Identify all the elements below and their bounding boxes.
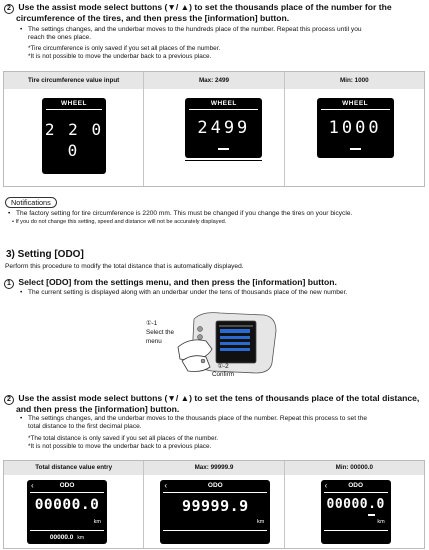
- bullet-icon: •: [20, 26, 23, 33]
- header-cell: Max: 99999.9: [144, 461, 284, 475]
- divider: [324, 492, 388, 493]
- header-cell: Min: 00000.0: [285, 461, 424, 475]
- notification-text: [8, 210, 352, 218]
- divider: [324, 530, 388, 531]
- notification-small: [12, 219, 226, 226]
- step2-note1: *Tire circumference is only saved if you set all places of the number.: [28, 45, 221, 52]
- divider: [321, 109, 390, 110]
- odo-step2-heading-line1: Use the assist mode select buttons (▼/ ▲) to set the tens of thousands place of the total distance,: [18, 393, 420, 403]
- table-cell: [4, 475, 144, 548]
- header-cell: Max: 2499: [144, 72, 284, 89]
- divider: [30, 530, 104, 531]
- bullet-icon: •: [8, 210, 11, 217]
- bullet-icon: •: [20, 415, 23, 422]
- table-header: [4, 72, 424, 89]
- odo-unit: km: [93, 519, 101, 525]
- step-number-badge: 1: [4, 279, 14, 289]
- odo-sub-number: 00000.0: [49, 534, 74, 541]
- screen-title: ODO: [207, 482, 223, 489]
- odo-step2-note1: *The total distance is only saved if you set all places of the number.: [28, 435, 219, 442]
- step-number-badge: 2: [4, 4, 14, 14]
- section-intro: Perform this procedure to modify the total distance that is automatically displayed.: [5, 263, 244, 270]
- figure-label-1-number: ①-1: [146, 320, 158, 327]
- odo-value: 99999.9: [181, 497, 249, 515]
- table-cell: [144, 89, 284, 186]
- screen-title: ODO: [59, 482, 75, 489]
- table-body: [4, 89, 424, 186]
- back-chevron-icon: ‹: [164, 481, 167, 490]
- wheel-value-second-line: 0: [67, 141, 81, 160]
- figure-label-select: [146, 319, 174, 346]
- figure-label-1-text: Select the: [146, 329, 175, 336]
- odo-unit: km: [256, 519, 265, 525]
- figure-label-2-number: ①-2: [217, 363, 229, 370]
- divider: [46, 109, 102, 110]
- odo-step2-bullet-line2: total distance to the first decimal place.: [28, 423, 142, 430]
- section-title: 3) Setting [ODO]: [6, 249, 84, 260]
- notification-text-body: The factory setting for tire circumference is 2200 mm. This must be changed if you change the tires on your bicycle.: [16, 210, 353, 217]
- wheel-value: 1000: [328, 118, 382, 138]
- back-chevron-icon: ‹: [324, 481, 328, 490]
- step2-bullet-line1: The settings changes, and the underbar moves to the hundreds place of the number. Repeat this process until you: [28, 26, 362, 33]
- step-number-badge: 2: [4, 395, 14, 405]
- tire-circumference-table: [3, 71, 425, 187]
- odo-step1-heading: [4, 277, 337, 289]
- odo-screen: [321, 480, 391, 544]
- table-cell: [285, 475, 424, 548]
- wheel-screen: [317, 98, 394, 158]
- screen-title: WHEEL: [61, 100, 87, 107]
- underbar: [350, 148, 361, 150]
- step2-note2: *It is not possible to move the underbar back to a previous place.: [28, 53, 212, 60]
- table-cell: [144, 475, 284, 548]
- table-body: [4, 475, 424, 548]
- odo-value: 00000.0: [326, 497, 385, 512]
- wheel-screen: [42, 98, 106, 174]
- table-cell: [4, 89, 144, 186]
- figure-label-2-text: Confirm: [212, 371, 235, 378]
- total-distance-table: [3, 460, 425, 549]
- odo-screen: [160, 480, 270, 544]
- figure-label-confirm: [212, 363, 234, 379]
- odo-step1-bullet-text: The current setting is displayed along with an underbar under the tens of thousands place of the new number.: [28, 289, 348, 296]
- divider: [163, 492, 267, 493]
- screen-base-line: [185, 160, 262, 161]
- odo-unit: km: [377, 519, 385, 525]
- wheel-value: 2 2 0: [44, 120, 104, 139]
- odo-sub-unit: km: [77, 535, 85, 541]
- underbar: [218, 148, 229, 150]
- odo-value: 00000.0: [34, 497, 100, 513]
- odo-step2-bullet-line1: The settings changes, and the underbar moves to the thousands place of the number. Repeat this process to set the: [28, 415, 368, 422]
- odo-step1-heading-text: Select [ODO] from the settings menu, and then press the [information] button.: [18, 277, 337, 287]
- odo-sub-value: [27, 534, 107, 541]
- step2-heading-line2: circumference of the tires, and then press the [information] button.: [16, 13, 290, 23]
- table-header: [4, 461, 424, 475]
- divider: [189, 109, 258, 110]
- figure-label-1-text2: menu: [146, 338, 162, 345]
- bullet-icon: •: [12, 219, 16, 225]
- screen-title: ODO: [348, 482, 364, 489]
- bullet-icon: •: [20, 289, 23, 296]
- header-cell: Min: 1000: [285, 72, 424, 89]
- table-cell: [285, 89, 424, 186]
- notification-small-body: If you do not change this setting, speed and distance will not be accurately displayed.: [15, 219, 227, 225]
- screen-title: WHEEL: [210, 100, 237, 107]
- wheel-value: 2499: [197, 118, 251, 138]
- odo-step1-bullet: [20, 289, 347, 297]
- notifications-badge: Notifications: [5, 197, 57, 208]
- divider: [163, 530, 267, 531]
- divider: [30, 492, 104, 493]
- screen-title: WHEEL: [342, 100, 369, 107]
- header-cell: Tire circumference value input: [4, 72, 144, 89]
- back-chevron-icon: ‹: [31, 481, 34, 490]
- step2-heading-line1: Use the assist mode select buttons (▼/ ▲) to set the thousands place of the number for the: [18, 2, 392, 12]
- header-cell: Total distance value entry: [4, 461, 144, 475]
- odo-screen: [27, 480, 107, 544]
- step2-bullet-line2: reach the ones place.: [28, 34, 92, 41]
- underbar: [368, 514, 375, 516]
- wheel-screen: [185, 98, 262, 158]
- odo-step2-note2: *It is not possible to move the underbar back to a previous place.: [28, 443, 212, 450]
- odo-step2-heading-line2: and then press the [information] button.: [16, 404, 180, 414]
